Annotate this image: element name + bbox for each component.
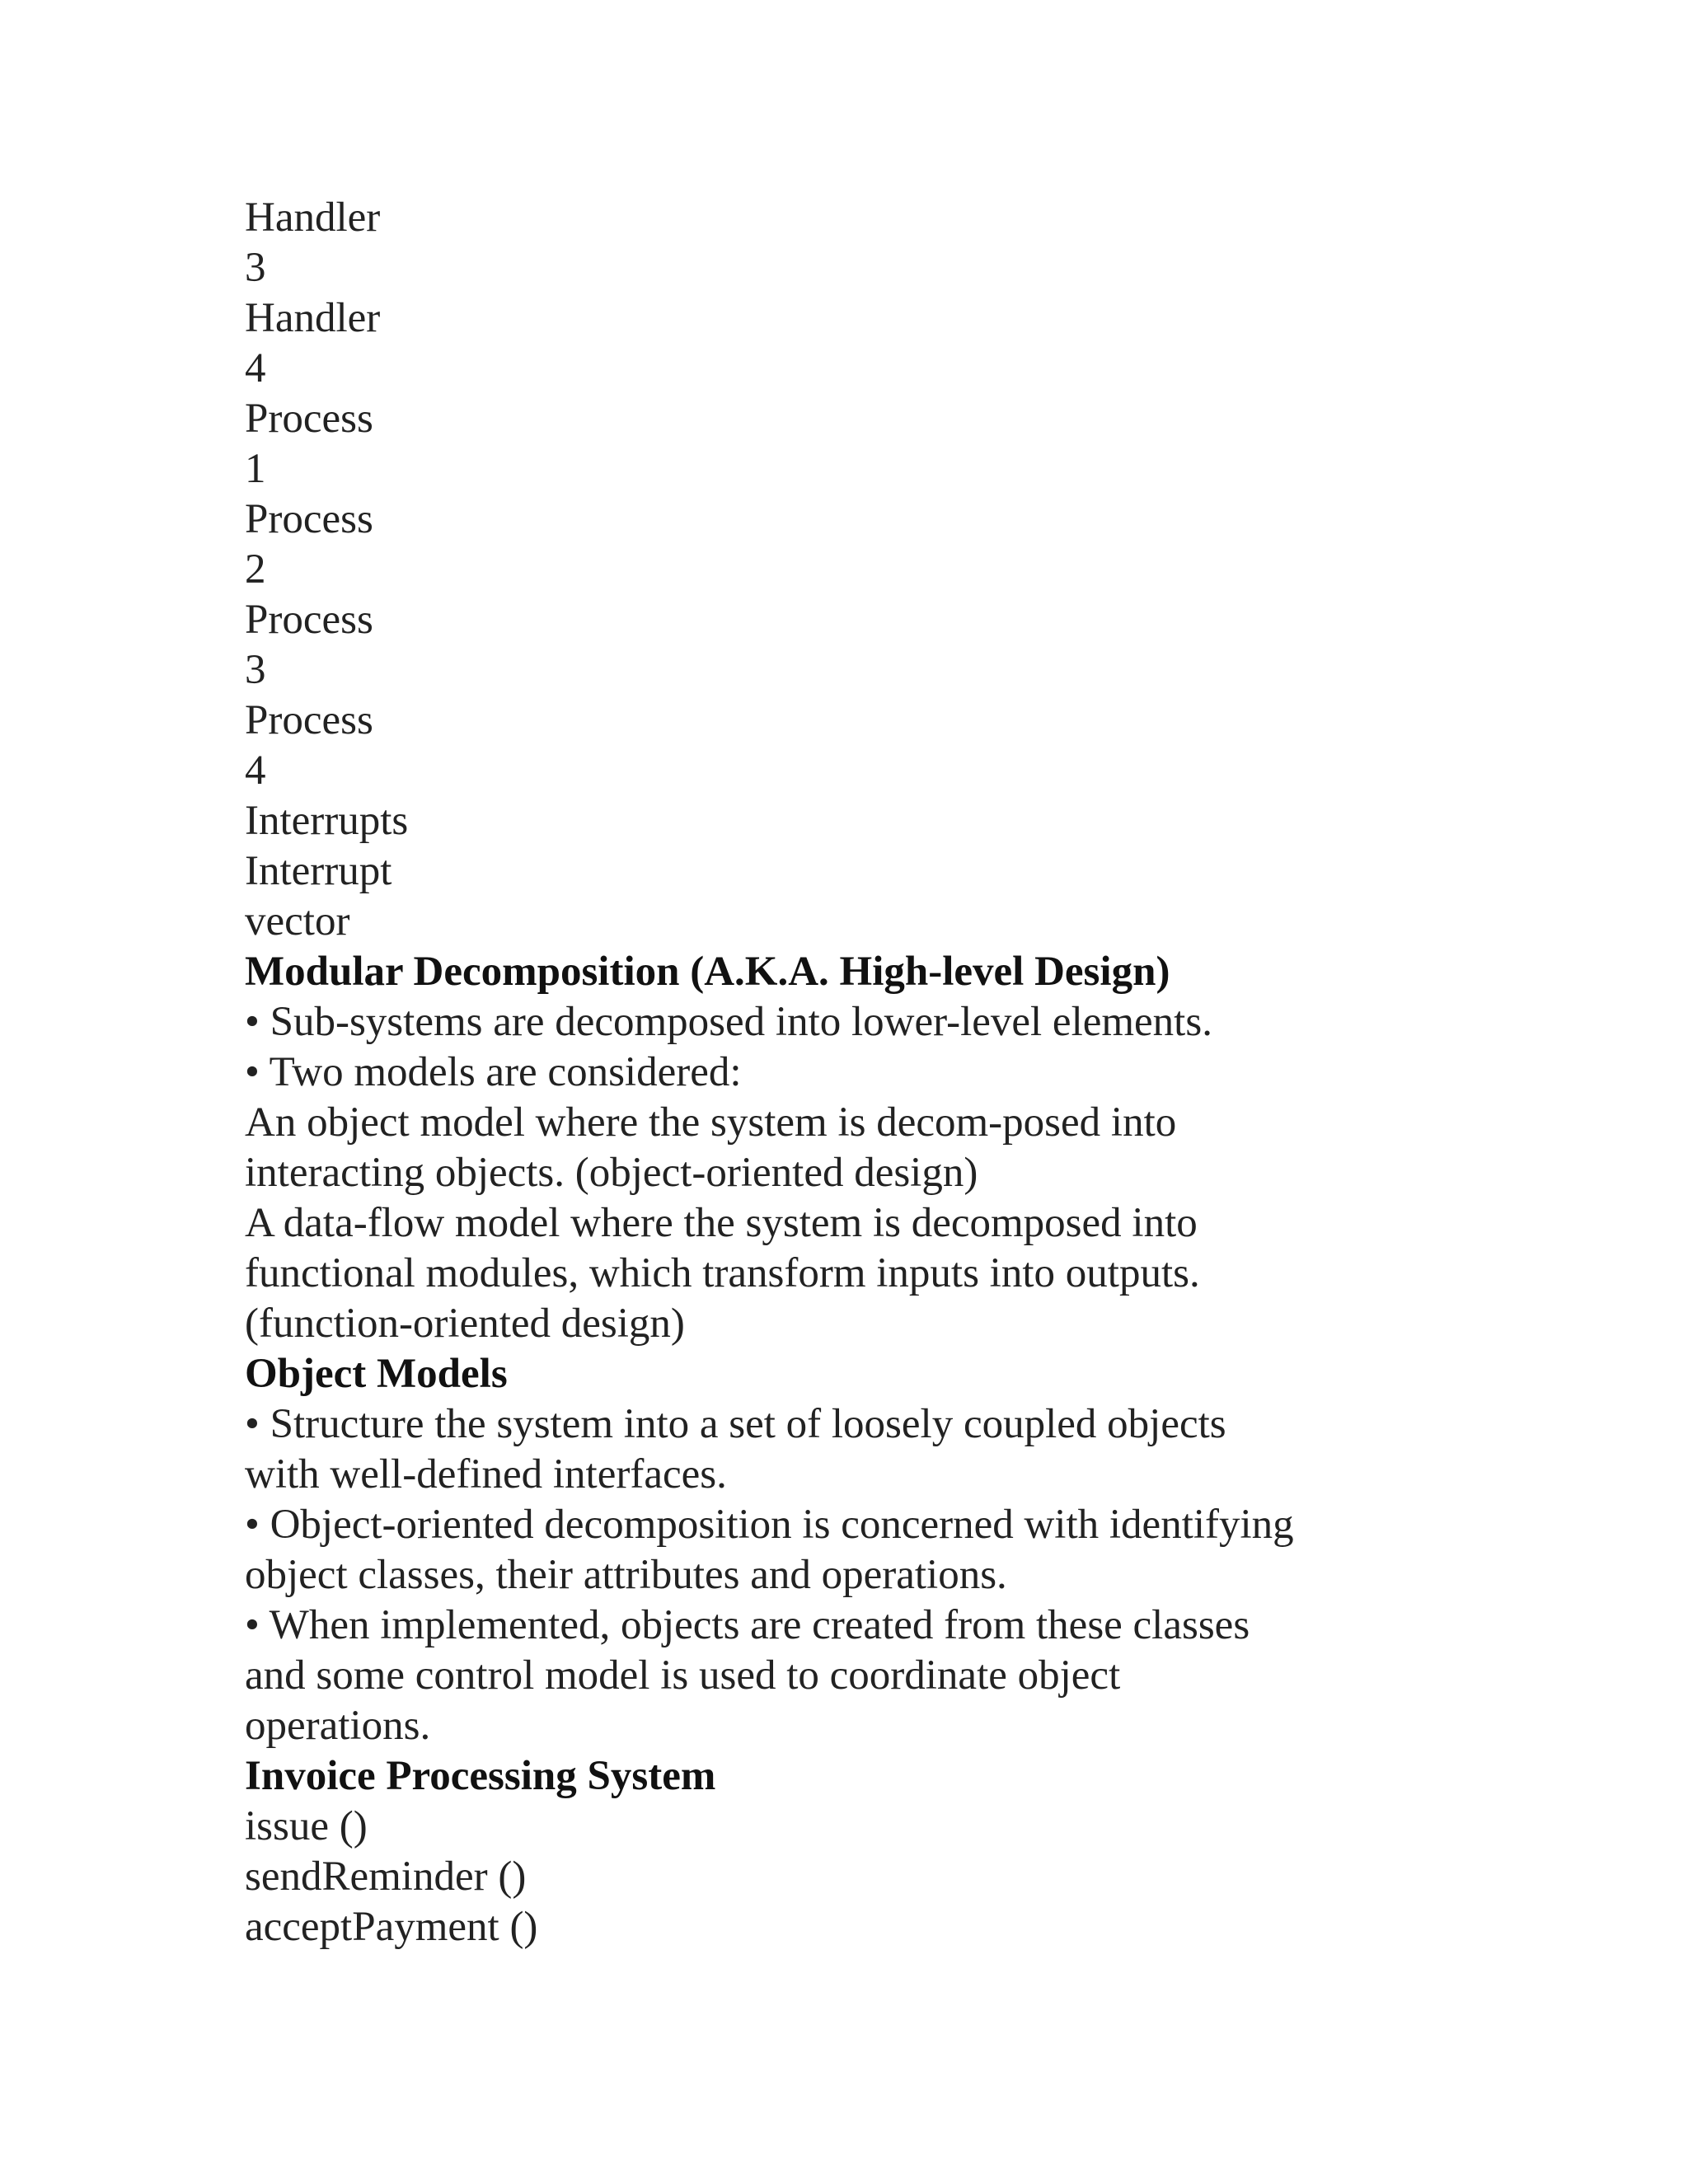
label-line: Interrupts	[245, 798, 409, 844]
method-name: sendReminder ()	[245, 1854, 527, 1900]
label-line: Handler	[245, 194, 381, 241]
method-name: issue ()	[245, 1803, 368, 1849]
label-line: 2	[245, 546, 266, 593]
label-line: vector	[245, 898, 350, 944]
label-line: 4	[245, 345, 266, 391]
label-line: Process	[245, 597, 373, 643]
paragraph-line: functional modules, which transform inputs into outputs.	[245, 1250, 1200, 1296]
label-line: Interrupt	[245, 848, 392, 894]
paragraph-line: An object model where the system is decom-posed into	[245, 1099, 1177, 1146]
label-line: 1	[245, 446, 266, 492]
paragraph-line: (function-oriented design)	[245, 1301, 685, 1347]
paragraph-line: interacting objects. (object-oriented design)	[245, 1150, 978, 1196]
label-line: Handler	[245, 295, 381, 341]
paragraph-line: operations.	[245, 1703, 431, 1749]
method-name: acceptPayment ()	[245, 1904, 538, 1950]
bullet-item: • Sub-systems are decomposed into lower-level elements.	[245, 999, 1212, 1045]
section-heading-invoice-processing-system: Invoice Processing System	[245, 1753, 716, 1799]
label-line: 3	[245, 245, 266, 291]
bullet-item: • Structure the system into a set of loosely coupled objects	[245, 1401, 1226, 1447]
bullet-item: • Object-oriented decomposition is concerned with identifying	[245, 1502, 1294, 1548]
label-line: 3	[245, 647, 266, 693]
paragraph-line: with well-defined interfaces.	[245, 1451, 727, 1497]
bullet-item: • When implemented, objects are created from these classes	[245, 1602, 1250, 1648]
document-body	[245, 193, 1580, 1952]
paragraph-line: A data-flow model where the system is decomposed into	[245, 1200, 1198, 1246]
label-line: 4	[245, 748, 266, 794]
section-heading-modular-decomposition: Modular Decomposition (A.K.A. High-level Design)	[245, 949, 1170, 995]
label-line: Process	[245, 697, 373, 743]
paragraph-line: object classes, their attributes and operations.	[245, 1552, 1007, 1598]
bullet-item: • Two models are considered:	[245, 1049, 742, 1095]
section-heading-object-models: Object Models	[245, 1351, 508, 1397]
label-line: Process	[245, 496, 373, 542]
paragraph-line: and some control model is used to coordinate object	[245, 1652, 1121, 1699]
label-line: Process	[245, 396, 373, 442]
